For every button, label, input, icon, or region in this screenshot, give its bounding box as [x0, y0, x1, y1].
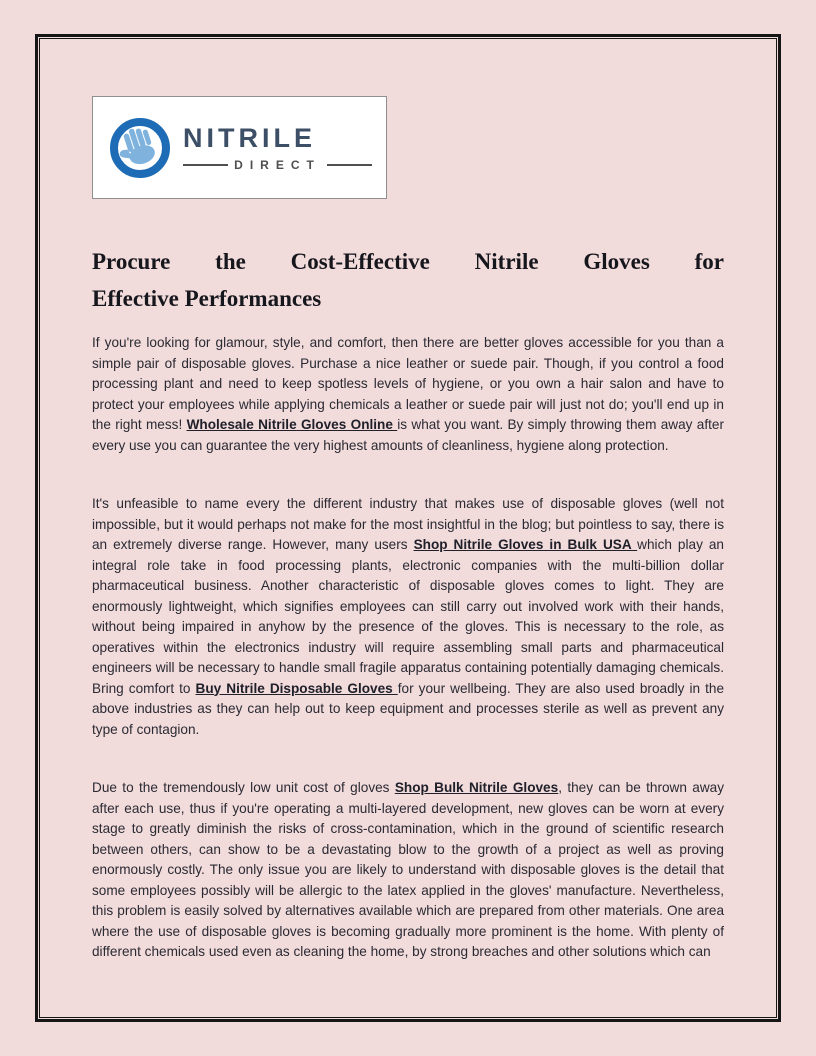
paragraph — [92, 333, 724, 456]
page-content — [35, 34, 781, 1022]
logo — [92, 96, 387, 199]
inline-link[interactable]: Wholesale Nitrile Gloves Online — [186, 417, 398, 432]
article-title — [92, 243, 724, 317]
logo-divider-line-right — [327, 164, 372, 166]
article-title-line2: Effective Performances — [92, 286, 322, 311]
paragraph-text: It's unfeasible to name every the different industry that makes use of disposable gloves (well not impossible, but it would perhaps not make for the most insightful in the blog; but pointless to say, there is an extremely diverse range. However, many users — [92, 496, 724, 552]
hand-in-circle-icon — [107, 115, 173, 181]
article-body — [92, 333, 724, 963]
logo-divider-line-left — [183, 164, 228, 166]
paragraph-text: , they can be thrown away after each use, thus if you're operating a multi-layered development, new gloves can be worn at every stage to greatly diminish the risks of cross-contamination, which in the ground of scientific research between others, can show to be a devastating blow to the growth of a project as well as proving enormously costly. The only issue you are likely to understand with disposable gloves is the detail that some employees possibly will be allergic to the latex applied in the gloves' manufacture. Nevertheless, this problem is easily solved by alternatives available which are prepared from other materials. One area where the use of disposable gloves is becoming gradually more prominent is the home. With plenty of different chemicals used even as cleaning the home, by strong breaches and other solutions which can — [92, 780, 724, 959]
paragraph — [92, 778, 724, 963]
logo-sub-brand — [183, 158, 372, 172]
article-title-line1: Procure the Cost-Effective Nitrile Gloves for — [92, 249, 724, 274]
logo-sub-brand-name: DIRECT — [234, 158, 321, 172]
paragraph-text: which play an integral role take in food processing plants, electronic companies with the multi-billion dollar pharmaceutical business. Another characteristic of disposable gloves comes to light. They are enormously lightweight, which signifies employees can still carry out involved work with their hands, without being impaired in anyhow by the presence of the gloves. This is necessary to the role, as operatives within the electronics industry will require assembling small parts and pharmaceutical engineers will be necessary to handle small fragile apparatus containing potentially damaging chemicals. Bring comfort to — [92, 537, 724, 696]
inline-link[interactable]: Shop Bulk Nitrile Gloves — [394, 780, 559, 795]
paragraph-text: If you're looking for glamour, style, and comfort, then there are better gloves accessible for you than a simple pair of disposable gloves. Purchase a nice leather or suede pair. Though, if you control a food processing plant and need to keep spotless levels of hygiene, or you own a hair salon and have to protect your employees while applying chemicals a leather or suede pair will just not do; you'll end up in the right mess! — [92, 335, 724, 432]
paragraph-text: Due to the tremendously low unit cost of gloves — [92, 780, 395, 795]
paragraph-text: is what you want. By simply throwing them away after every use you can guarantee the very highest amounts of cleanliness, hygiene along protection. — [92, 417, 724, 453]
logo-brand-name: NITRILE — [183, 123, 316, 153]
inline-link[interactable]: Buy Nitrile Disposable Gloves — [195, 680, 398, 696]
paragraph-text: for your wellbeing. They are also used broadly in the above industries as they can help out to keep equipment and processes sterile as well as prevent any type of contagion. — [92, 680, 725, 737]
paragraph — [92, 494, 724, 740]
logo-text — [183, 123, 372, 172]
inline-link[interactable]: Shop Nitrile Gloves in Bulk USA — [413, 537, 638, 552]
